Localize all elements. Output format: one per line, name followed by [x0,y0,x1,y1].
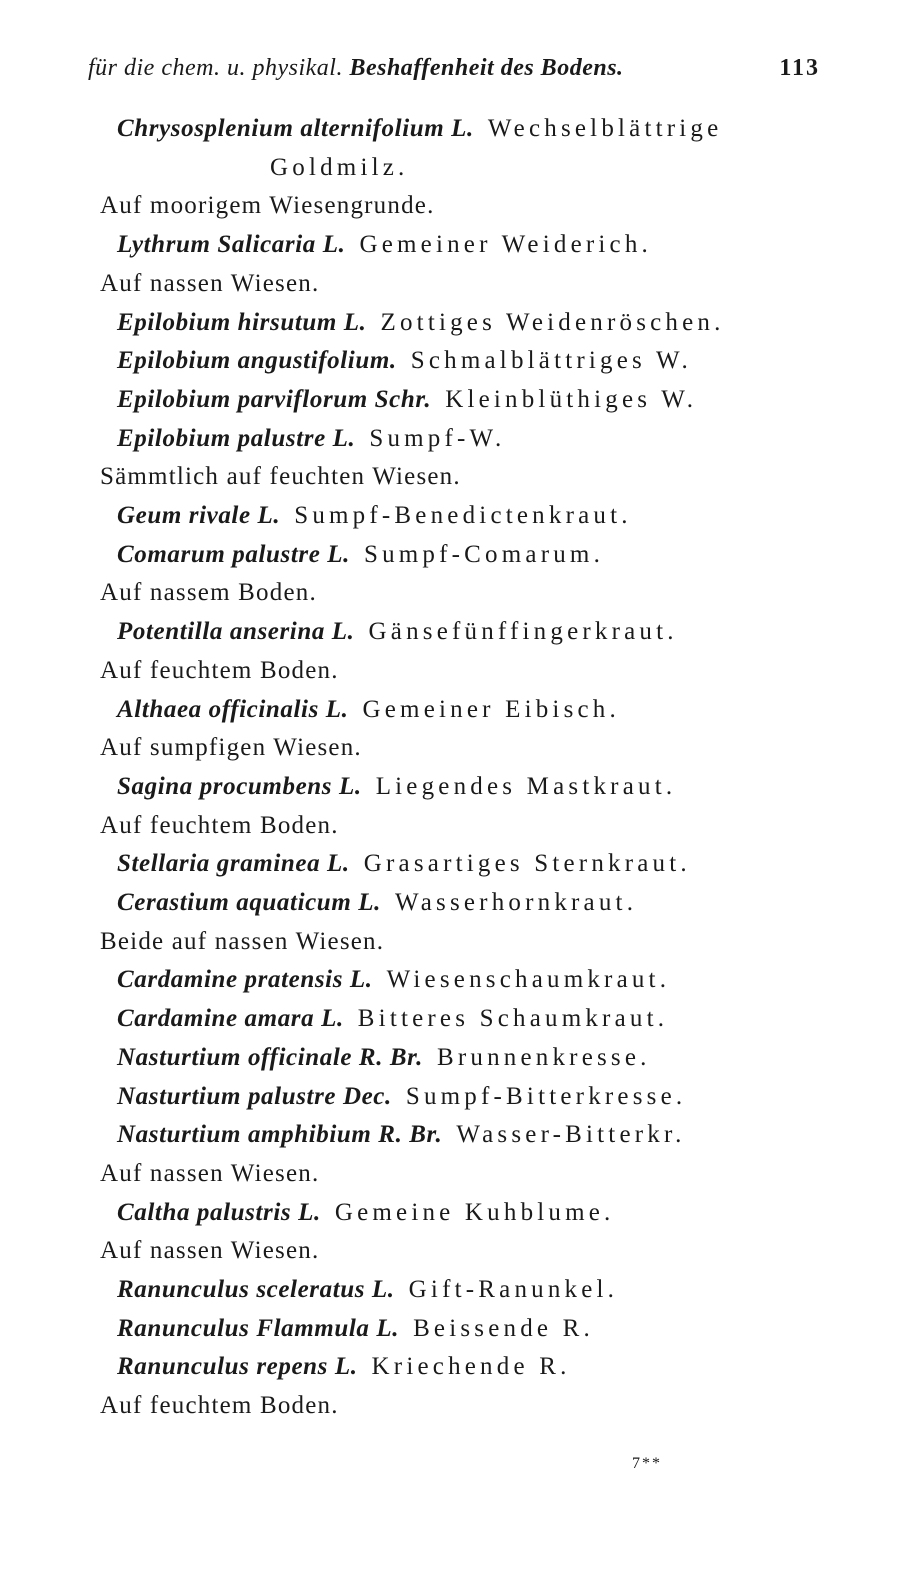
species-entry [117,618,678,646]
common-name: Kriechende R. [371,1353,571,1381]
common-name: Brunnenkresse. [436,1043,651,1071]
species-entry [117,696,620,724]
species-entry [117,386,697,414]
latin-name: Cardamine pratensis L. [117,966,373,994]
latin-name: Nasturtium amphibium R. Br. [117,1121,443,1149]
common-name: Gemeine Kuhblume. [334,1198,615,1226]
species-entry [117,773,676,801]
species-entry [117,1199,615,1227]
common-name: Kleinblüthiges W. [445,385,698,413]
common-name-continuation: Goldmilz. [270,153,409,181]
habitat-note: Auf nassen Wiesen. [100,269,320,297]
common-name: Zottiges Weidenröschen. [380,308,725,336]
species-entry [117,231,652,259]
habitat-note: Auf nassem Boden. [100,579,317,607]
latin-name: Cardamine amara L. [117,1005,344,1033]
common-name: Bitteres Schaumkraut. [357,1005,669,1033]
species-entry [117,1005,668,1033]
page-number: 113 [779,55,820,81]
latin-name: Caltha palustris L. [117,1198,321,1226]
latin-name: Ranunculus sceleratus L. [117,1276,395,1303]
common-name: Liegendes Mastkraut. [375,772,677,800]
habitat-note: Auf feuchtem Boden. [100,656,339,684]
species-entry [117,1121,686,1149]
habitat-note: Auf sumpfigen Wiesen. [100,734,362,762]
habitat-note: Beide auf nassen Wiesen. [100,927,385,955]
latin-name: Chrysosplenium alternifolium L. [117,115,474,142]
latin-name: Ranunculus repens L. [117,1353,358,1381]
common-name: Beissende R. [413,1314,595,1342]
common-name: Wiesenschaumkraut. [386,966,671,994]
latin-name: Althaea officinalis L. [117,695,349,723]
habitat-note: Auf nassen Wiesen. [100,1159,320,1187]
common-name: Wasserhornkraut. [394,889,638,916]
species-entry [117,1353,571,1381]
latin-name: Epilobium hirsutum L. [117,308,367,336]
latin-name: Epilobium angustifolium. [117,347,397,375]
species-entry [117,309,725,337]
species-entry [117,541,604,569]
habitat-note: Auf feuchtem Boden. [100,811,339,839]
latin-name: Nasturtium officinale R. Br. [117,1043,423,1071]
species-entry [117,1315,594,1343]
common-name: Sumpf-Benedictenkraut. [294,502,632,529]
latin-name: Epilobium parviflorum Schr. [117,385,432,413]
running-title-prefix: für die chem. u. physikal. [88,55,343,81]
common-name: Sumpf-Comarum. [363,540,605,568]
latin-name: Comarum palustre L. [117,540,350,568]
latin-name: Ranunculus Flammula L. [117,1314,400,1342]
species-entry [117,889,637,917]
latin-name: Potentilla anserina L. [117,618,355,646]
species-entry [117,1044,651,1072]
common-name: Sumpf-Bitterkresse. [405,1082,687,1110]
common-name: Grasartiges Sternkraut. [363,850,691,878]
common-name: Wechselblättrige [487,115,723,142]
latin-name: Stellaria graminea L. [117,850,350,878]
species-entry [117,425,506,453]
latin-name: Geum rivale L. [117,502,281,529]
latin-name: Cerastium aquaticum L. [117,889,381,916]
common-name: Gemeiner Eibisch. [362,695,620,723]
habitat-note: Auf moorigem Wiesengrunde. [100,192,435,220]
common-name: Schmalblättriges W. [410,347,692,375]
signature-mark: 7** [632,1455,662,1472]
habitat-note: Sämmtlich auf feuchten Wiesen. [100,463,461,491]
running-header [88,55,820,82]
common-name: Gänsefünffingerkraut. [368,618,678,646]
species-entry [117,850,691,878]
species-entry [117,1083,686,1111]
latin-name: Epilobium palustre L. [117,424,356,452]
common-name: Wasser-Bitterkr. [456,1121,686,1149]
common-name: Gemeiner Weiderich. [359,231,652,259]
common-name: Sumpf-W. [369,424,506,452]
running-title [88,55,624,81]
latin-name: Nasturtium palustre Dec. [117,1082,392,1110]
habitat-note: Auf feuchtem Boden. [100,1392,339,1420]
species-entry [117,115,722,143]
species-entry [117,966,670,994]
common-name: Gift-Ranunkel. [408,1276,619,1303]
species-entry [117,502,632,530]
latin-name: Lythrum Salicaria L. [117,231,346,259]
species-entry [117,347,692,375]
latin-name: Sagina procumbens L. [117,772,362,800]
species-entry [117,1276,618,1304]
habitat-note: Auf nassen Wiesen. [100,1237,320,1265]
running-title-bold: Beshaffenheit des Bodens. [349,55,624,81]
